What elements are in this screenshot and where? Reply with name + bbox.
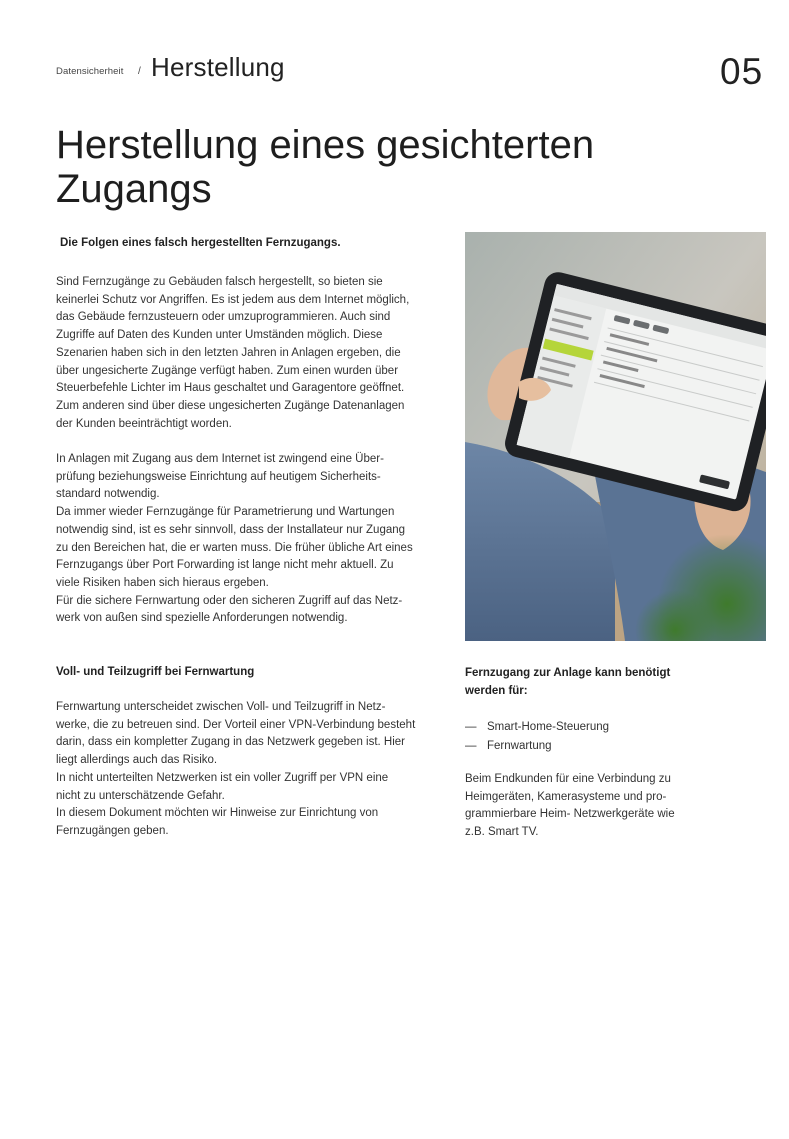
- dash-bullet: —: [465, 739, 477, 752]
- paragraph-line: Beim Endkunden für eine Verbindung zu: [465, 773, 671, 785]
- paragraph-line: Heimgeräten, Kamerasysteme und pro-: [465, 790, 667, 803]
- intro-subheading: Die Folgen eines falsch hergestellten Fernzugangs.: [60, 237, 341, 249]
- paragraph-line: In diesem Dokument möchten wir Hinweise zur Einrichtung von: [56, 807, 379, 820]
- paragraph-line: liegt allerdings auch das Risiko.: [56, 754, 218, 767]
- page-number: 05: [720, 51, 764, 92]
- breadcrumb-separator: /: [138, 66, 141, 77]
- paragraph-line: Für die sichere Fernwartung oder den sicheren Zugriff auf das Netz-: [56, 594, 403, 607]
- paragraph-line: In nicht unterteilten Netzwerken ist ein voller Zugriff per VPN eine: [56, 771, 389, 784]
- paragraph-line: Fernzugangs über Port Forwarding ist lange nicht mehr aktuell. Zu: [56, 559, 394, 572]
- paragraph-line: das Gebäude fernzusteuern oder umzuprogrammieren. Auch sind: [56, 311, 391, 324]
- internet-paragraph: [56, 451, 456, 628]
- paragraph-line: Da immer wieder Fernzugänge für Parametrierung und Wartungen: [56, 506, 395, 519]
- paragraph-line: nicht zu unterschätzende Gefahr.: [56, 789, 225, 802]
- list-item: [465, 718, 609, 737]
- paragraph-line: viele Risiken haben sich hieraus ergeben.: [56, 576, 269, 589]
- side-heading: [465, 665, 670, 700]
- paragraph-line: zu den Bereichen hat, die er warten muss. Die früher übliche Art eines: [56, 541, 413, 554]
- page-title: [56, 123, 696, 211]
- side-paragraph: [465, 771, 765, 842]
- list-item: [465, 737, 609, 756]
- paragraph-line: Sind Fernzugänge zu Gebäuden falsch hergestellt, so bieten sie: [56, 276, 383, 288]
- breadcrumb-current: Herstellung: [151, 52, 285, 82]
- paragraph-line: notwendig sind, ist es sehr sinnvoll, dass der Installateur nur Zugang: [56, 523, 406, 536]
- side-heading-line: Fernzugang zur Anlage kann benötigt: [465, 667, 671, 679]
- list-item-text: Smart-Home-Steuerung: [487, 721, 610, 733]
- paragraph-line: Zum anderen sind über diese ungesicherten Zugänge Datenanlagen: [56, 399, 405, 412]
- paragraph-line: über ungesicherte Zugänge verfügt haben. Zum einen wurden über: [56, 364, 399, 377]
- paragraph-line: standard notwendig.: [56, 488, 160, 501]
- side-heading-line: werden für:: [465, 684, 528, 697]
- paragraph-line: Szenarien haben sich in den letzten Jahren in Anlagen ergeben, die: [56, 346, 401, 359]
- paragraph-line: Steuerbefehle Lichter im Haus geschaltet und Garagentore geöffnet.: [56, 382, 405, 395]
- dash-bullet: —: [465, 721, 477, 733]
- side-list: [465, 718, 609, 755]
- paragraph-line: grammierbare Heim- Netzwerkgeräte wie: [465, 808, 675, 821]
- paragraph-line: der Kunden beeinträchtigt worden.: [56, 417, 232, 430]
- breadcrumb-section: Datensicherheit: [56, 66, 124, 77]
- paragraph-line: Fernwartung unterscheidet zwischen Voll- und Teilzugriff in Netz-: [56, 701, 386, 713]
- paragraph-line: darin, dass ein kompletter Zugang in das Netzwerk gegeben ist. Hier: [56, 736, 406, 749]
- paragraph-line: Fernzugängen geben.: [56, 824, 169, 837]
- page-title-line: Herstellung eines gesichterten: [56, 123, 595, 167]
- page-title-line: Zugangs: [56, 167, 212, 211]
- intro-paragraph: [56, 274, 456, 433]
- fernwartung-paragraph: [56, 699, 456, 841]
- tablet-photo: [465, 232, 766, 641]
- paragraph-line: werk von außen sind spezielle Anforderungen notwendig.: [56, 612, 348, 625]
- section-heading: Voll- und Teilzugriff bei Fernwartung: [56, 666, 255, 678]
- paragraph-line: werke, die zu betreuen sind. Der Vorteil einer VPN-Verbindung besteht: [56, 718, 416, 731]
- paragraph-line: Zugriffe auf Daten des Kunden unter Umständen möglich. Diese: [56, 329, 383, 342]
- paragraph-line: prüfung beziehungsweise Einrichtung auf heutigem Sicherheits-: [56, 470, 381, 483]
- paragraph-line: In Anlagen mit Zugang aus dem Internet ist zwingend eine Über-: [56, 453, 384, 465]
- paragraph-line: z.B. Smart TV.: [465, 826, 539, 839]
- list-item-text: Fernwartung: [487, 739, 552, 752]
- paragraph-line: keinerlei Schutz vor Angriffen. Es ist jedem aus dem Internet möglich,: [56, 293, 410, 306]
